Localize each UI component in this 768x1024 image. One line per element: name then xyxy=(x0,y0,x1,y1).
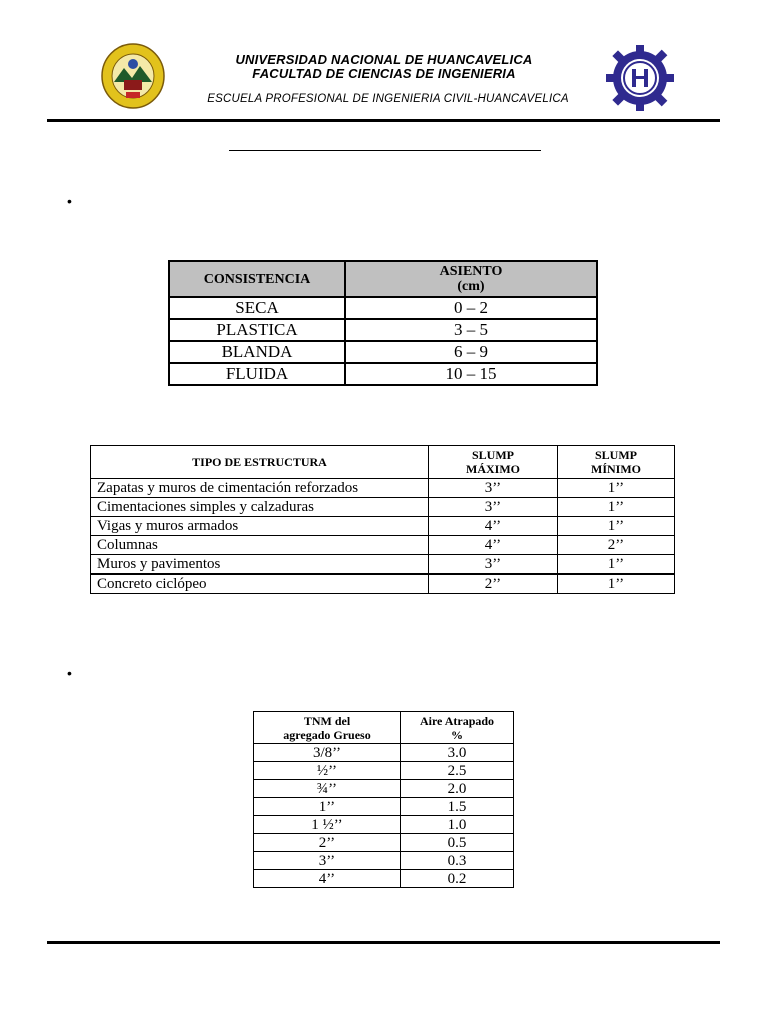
cell-max: 3’’ xyxy=(429,479,558,498)
cell-tnm: 3’’ xyxy=(254,852,401,870)
cell-tnm: 1 ½’’ xyxy=(254,816,401,834)
bullet-marker: • xyxy=(67,665,72,681)
cell-tnm: ¾’’ xyxy=(254,780,401,798)
table-row xyxy=(254,744,514,762)
cell-aire: 2.5 xyxy=(401,762,514,780)
cell-aire: 1.0 xyxy=(401,816,514,834)
cell-asiento: 0 – 2 xyxy=(345,297,597,319)
cell-aire: 3.0 xyxy=(401,744,514,762)
col-header-slump-maximo: SLUMP MÁXIMO xyxy=(429,446,558,479)
cell-min: 1’’ xyxy=(558,517,675,536)
cell-aire: 1.5 xyxy=(401,798,514,816)
cell-max: 4’’ xyxy=(429,517,558,536)
cell-aire: 0.5 xyxy=(401,834,514,852)
bullet-marker: • xyxy=(67,193,72,209)
cell-asiento: 6 – 9 xyxy=(345,341,597,363)
col-header-aire: Aire Atrapado % xyxy=(401,712,514,744)
cell-tipo: Columnas xyxy=(91,536,429,555)
university-name: UNIVERSIDAD NACIONAL DE HUANCAVELICA xyxy=(235,52,533,67)
table-row xyxy=(254,852,514,870)
cell-min: 1’’ xyxy=(558,498,675,517)
table-row xyxy=(254,870,514,888)
cell-asiento: 10 – 15 xyxy=(345,363,597,385)
table-row xyxy=(91,498,675,517)
col-header-consistencia: CONSISTENCIA xyxy=(169,261,345,297)
table-row xyxy=(91,555,675,575)
cell-consistencia: BLANDA xyxy=(169,341,345,363)
cell-aire: 0.2 xyxy=(401,870,514,888)
school-name: ESCUELA PROFESIONAL DE INGENIERIA CIVIL-HUANCAVELICA xyxy=(207,93,569,105)
cell-consistencia: SECA xyxy=(169,297,345,319)
cell-max: 3’’ xyxy=(429,498,558,517)
cell-tipo: Concreto ciclópeo xyxy=(91,574,429,594)
title-underline xyxy=(229,150,541,151)
table-row xyxy=(254,798,514,816)
table-row xyxy=(254,816,514,834)
slump-table xyxy=(90,445,675,594)
cell-aire: 2.0 xyxy=(401,780,514,798)
col-header-asiento: ASIENTO (cm) xyxy=(345,261,597,297)
header-rule xyxy=(47,119,720,122)
cell-tnm: ½’’ xyxy=(254,762,401,780)
footer-rule xyxy=(47,941,720,944)
table-header-row xyxy=(91,446,675,479)
table-row xyxy=(254,762,514,780)
cell-aire: 0.3 xyxy=(401,852,514,870)
table-header-row xyxy=(254,712,514,744)
cell-tnm: 3/8’’ xyxy=(254,744,401,762)
table-header-row xyxy=(169,261,597,297)
cell-max: 2’’ xyxy=(429,574,558,594)
cell-tnm: 1’’ xyxy=(254,798,401,816)
col-header-tipo-estructura: TIPO DE ESTRUCTURA xyxy=(91,446,429,479)
cell-tipo: Muros y pavimentos xyxy=(91,555,429,575)
cell-max: 3’’ xyxy=(429,555,558,575)
gear-emblem-icon xyxy=(606,45,674,111)
faculty-name: FACULTAD DE CIENCIAS DE INGENIERIA xyxy=(252,66,516,81)
table-row xyxy=(254,834,514,852)
table-row xyxy=(91,536,675,555)
col-header-tnm: TNM del agregado Grueso xyxy=(254,712,401,744)
table-row xyxy=(91,479,675,498)
cell-tipo: Vigas y muros armados xyxy=(91,517,429,536)
consistency-table xyxy=(168,260,598,386)
cell-consistencia: FLUIDA xyxy=(169,363,345,385)
col-header-slump-minimo: SLUMP MÍNIMO xyxy=(558,446,675,479)
cell-max: 4’’ xyxy=(429,536,558,555)
table-row xyxy=(91,574,675,594)
cell-min: 1’’ xyxy=(558,555,675,575)
air-content-table xyxy=(253,711,514,888)
table-row xyxy=(91,517,675,536)
cell-consistencia: PLASTICA xyxy=(169,319,345,341)
cell-tipo: Cimentaciones simples y calzaduras xyxy=(91,498,429,517)
table-row xyxy=(254,780,514,798)
table-row xyxy=(169,297,597,319)
cell-min: 1’’ xyxy=(558,479,675,498)
cell-min: 2’’ xyxy=(558,536,675,555)
cell-asiento: 3 – 5 xyxy=(345,319,597,341)
cell-tnm: 4’’ xyxy=(254,870,401,888)
table-row xyxy=(169,341,597,363)
cell-tnm: 2’’ xyxy=(254,834,401,852)
cell-tipo: Zapatas y muros de cimentación reforzados xyxy=(91,479,429,498)
table-row xyxy=(169,319,597,341)
table-row xyxy=(169,363,597,385)
cell-min: 1’’ xyxy=(558,574,675,594)
